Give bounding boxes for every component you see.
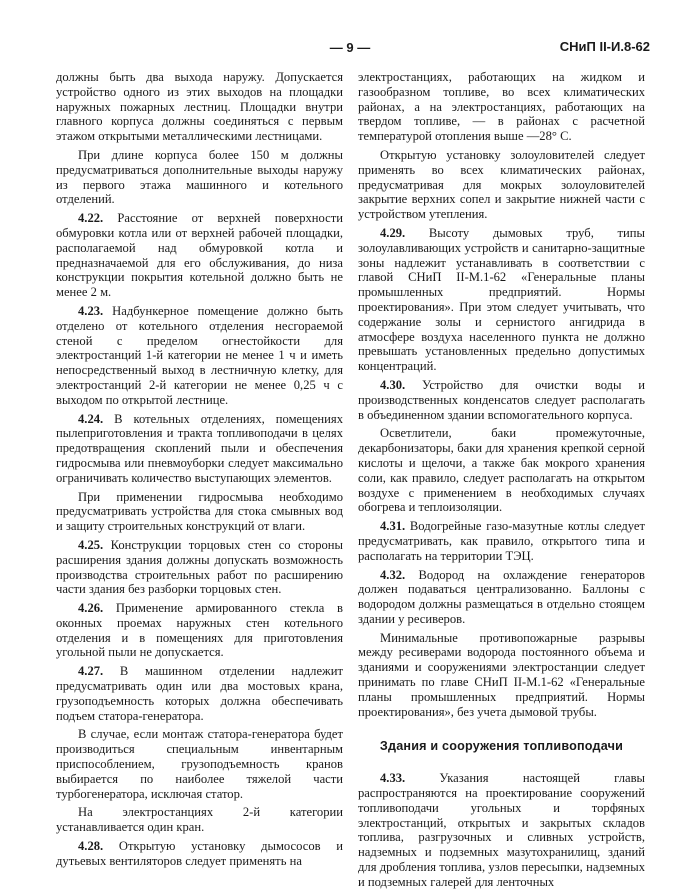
paragraph-text: Водогрейные газо-мазутные котлы следует предусматривать, как правило, открытого типа и располагать на территории ТЭЦ.: [358, 519, 645, 563]
paragraph: [56, 727, 343, 801]
paragraph: [56, 490, 343, 534]
clause-number: 4.32.: [380, 567, 406, 582]
paragraph: [56, 601, 343, 660]
paragraph-text: должны быть два выхода наружу. Допускается устройство одного из этих выходов на площадки наружных пожарных лестниц. Площадки внутри главного корпуса должны соединяться с первым этажом открытыми металлическими лестницами.: [56, 70, 343, 144]
left-column: [56, 70, 343, 873]
paragraph: [358, 519, 645, 563]
right-column-paragraphs-after: [358, 771, 645, 889]
paragraph: [358, 378, 645, 422]
paragraph: [56, 148, 343, 207]
paragraph-text: Осветлители, баки промежуточные, декарбонизаторы, баки для хранения крепкой серной кислоты и щелочи, а также бак мокрого хранения соли, как правило, следует располагать на открытом воздухе с применением в необходимых случаях обогрева и теплоизоляции.: [358, 426, 645, 515]
paragraph-text: Указания настоящей главы распространяются на проектирование сооружений топливоподачи угольных и торфяных электростанций, открытых и закрытых складов топлива, разгрузочных и сливных устройств, надземных и подземных мазутохранилищ, зданий для дробления топлива, узлов пересыпки, надземных и подземных галерей для ленточных: [358, 771, 645, 889]
paragraph-text: На электростанциях 2-й категории устанавливается один кран.: [56, 805, 343, 835]
paragraph: [56, 412, 343, 486]
paragraph: [358, 426, 645, 515]
document-code: СНиП II-И.8-62: [559, 39, 650, 54]
clause-number: 4.31.: [380, 519, 406, 534]
right-column-paragraphs: [358, 70, 645, 719]
paragraph: [358, 70, 645, 144]
paragraph: [358, 148, 645, 222]
clause-number: 4.30.: [380, 377, 406, 392]
clause-number: 4.33.: [380, 771, 406, 786]
paragraph: [358, 568, 645, 627]
paragraph-text: Открытую установку дымососов и дутьевых вентиляторов следует применять на: [56, 839, 343, 868]
clause-number: 4.28.: [78, 839, 104, 854]
paragraph: [56, 664, 343, 723]
paragraph: [358, 771, 645, 889]
paragraph: [56, 70, 343, 144]
paragraph: [358, 631, 645, 720]
page-header: [50, 38, 650, 58]
paragraph: [56, 211, 343, 300]
paragraph-text: В машинном отделении надлежит предусматривать один или два мостовых крана, грузоподъемность которых должна обеспечивать подъем статора-генератора.: [56, 664, 343, 723]
paragraph-text: При применении гидросмыва необходимо предусматривать устройства для стока смывных вод и защиту строительных конструкций от влаги.: [56, 489, 343, 534]
paragraph-text: Применение армированного стекла в оконных проемах наружных стен котельного отделения и в помещениях для приготовления угольной пыли не допускается.: [56, 601, 343, 660]
paragraph: [358, 226, 645, 374]
paragraph: [56, 304, 343, 408]
clause-number: 4.25.: [78, 537, 104, 552]
paragraph-text: Минимальные противопожарные разрывы между ресиверами водорода постоянного объема и зданиями и сооружениями электростанции следует принимать по главе СНиП II-М.1-62 «Генеральные планы промышленных предприятий. Нормы проектирования», без учета дымовой трубы.: [358, 630, 645, 719]
clause-number: 4.23.: [78, 303, 104, 318]
clause-number: 4.27.: [78, 664, 104, 679]
page-number: — 9 —: [329, 40, 371, 55]
paragraph: [56, 538, 343, 597]
clause-number: 4.22.: [78, 211, 104, 226]
paragraph-text: В случае, если монтаж статора-генератора будет производиться специальным инвентарным приспособлением, грузоподъемность кранов выбирается по наиболее тяжелой части турбогенератора, исключая статор.: [56, 727, 343, 801]
paragraph-text: Устройство для очистки воды и производственных конденсатов следует располагать в объединенном здании вспомогательного корпуса.: [358, 377, 645, 422]
clause-number: 4.29.: [380, 225, 406, 240]
paragraph-text: Водород на охлаждение генераторов должен подаваться централизованно. Баллоны с водородом должны размещаться в отдельно стоящем здании у ресиверов.: [358, 567, 645, 626]
paragraph-text: Открытую установку золоуловителей следует применять во всех климатических районах, предусматривая для мокрых золоуловителей закрытие верхних сопел и закрытие нижней части с устройством утепления.: [358, 147, 645, 222]
paragraph-text: Надбункерное помещение должно быть отделено от котельного отделения несгораемой стеной с пределом огнестойкости для электростанций 1-й категории не менее 1 ч и иметь непосредственный выход в лестничную клетку, для электростанций 2-й категории не менее 0,25 ч с выходом по открытой лестнице.: [56, 303, 343, 407]
paragraph: [56, 839, 343, 869]
paragraph-text: Высоту дымовых труб, типы золоулавливающих устройств и санитарно-защитные зоны надлежит устанавливать в соответствии с главой СНиП II-М.1-62 «Генеральные планы промышленных предприятий. Нормы проектирования». При этом следует учитывать, что содержание золы и сернистого ангидрида в атмосфере воздуха населенного пункта не должно превышать установленных предельно допустимых концентраций.: [358, 225, 646, 374]
paragraph: [56, 805, 343, 835]
paragraph-text: Расстояние от верхней поверхности обмуровки котла или от верхней рабочей площадки, располагаемой над обмуровкой котла и предназначаемой для его обслуживания, до низа конструкции покрытия котельной должно быть не менее 2 м.: [56, 211, 343, 300]
right-column: [358, 70, 645, 894]
section-heading: Здания и сооружения топливоподачи: [379, 739, 624, 754]
paragraph-text: В котельных отделениях, помещениях пылеприготовления и тракта топливоподачи в целях предотвращения скоплений пыли и обеспечения гидросмыва или пневмоуборки следует максимально ограничивать количество выступающих элементов.: [56, 411, 343, 485]
paragraph-text: При длине корпуса более 150 м должны предусматриваться дополнительные выходы наружу из первого этажа машинного и котельного отделений.: [56, 147, 343, 207]
clause-number: 4.26.: [78, 601, 104, 616]
clause-number: 4.24.: [78, 411, 104, 426]
paragraph-text: электростанциях, работающих на жидком и газообразном топливе, во всех климатических районах, а на электростанциях, работающих на твердом топливе, — в районах с расчетной температурой отопления выше —28° С.: [358, 70, 645, 144]
paragraph-text: Конструкции торцовых стен со стороны расширения здания должны допускать возможность производства строительных работ по расширению части здания без разборки торцовых стен.: [56, 537, 343, 597]
